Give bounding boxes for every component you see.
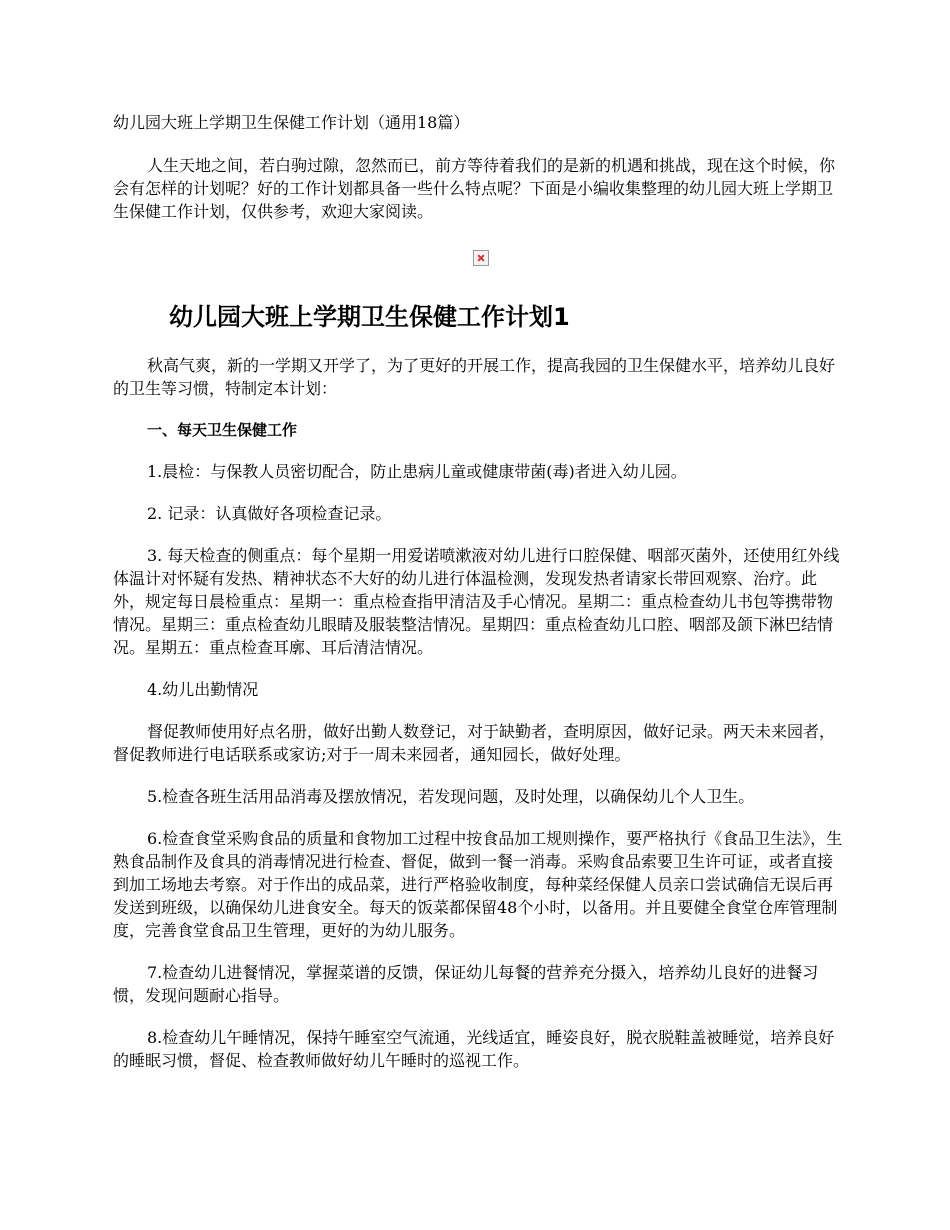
broken-image-icon <box>473 250 489 266</box>
list-item: 6.检查食堂采购食品的质量和食物加工过程中按食品加工规则操作，要严格执行《食品卫生法》，生熟食品制作及食具的消毒情况进行检查、督促，做到一餐一消毒。采购食品索要卫生许可证，或者直接到加工场地去考察。对于作出的成品菜，进行严格验收制度，每种菜经保健人员亲口尝试确信无误后再发送到班级，以确保幼儿进食安全。每天的饭菜都保留48个小时，以备用。并且要健全食堂仓库管理制度，完善食堂食品卫生管理，更好的为幼儿服务。 <box>113 829 843 940</box>
list-item: 3. 每天检查的侧重点：每个星期一用爱诺喷漱液对幼儿进行口腔保健、咽部灭菌外，还使用红外线体温计对怀疑有发热、精神状态不大好的幼儿进行体温检测，发现发热者请家长带回观察、治疗。此外，规定每日晨检重点：星期一：重点检查指甲清洁及手心情况。星期二：重点检查幼儿书包等携带物情况。星期三：重点检查幼儿眼睛及服装整洁情况。星期四：重点检查幼儿口腔、咽部及颌下淋巴结情况。星期五：重点检查耳廓、耳后清洁情况。 <box>113 546 840 657</box>
list-item: 8.检查幼儿午睡情况，保持午睡室空气流通，光线适宜，睡姿良好，脱衣脱鞋盖被睡觉，培养良好的睡眠习惯，督促、检查教师做好幼儿午睡时的巡视工作。 <box>113 1028 835 1070</box>
list-item: 4.幼儿出勤情况 <box>147 680 259 699</box>
list-item: 2. 记录：认真做好各项检查记录。 <box>147 504 392 523</box>
sub-heading: 一、每天卫生保健工作 <box>147 421 298 439</box>
intro-paragraph: 人生天地之间，若白驹过隙，忽然而已，前方等待着我们的是新的机遇和挑战，现在这个时候，你会有怎样的计划呢？好的工作计划都具备一些什么特点呢？下面是小编收集整理的幼儿园大班上学期卫生保健工作计划，仅供参考，欢迎大家阅读。 <box>113 156 836 221</box>
section-heading: 幼儿园大班上学期卫生保健工作计划1 <box>169 303 570 331</box>
image-placeholder <box>113 242 848 276</box>
list-item: 督促教师使用好点名册，做好出勤人数登记，对于缺勤者，查明原因，做好记录。两天未来园者，督促教师进行电话联系或家访;对于一周未来园者，通知园长，做好处理。 <box>113 722 836 764</box>
list-item: 1.晨检：与保教人员密切配合，防止患病儿童或健康带菌(毒)者进入幼儿园。 <box>147 462 687 481</box>
list-item: 5.检查各班生活用品消毒及摆放情况，若发现问题，及时处理，以确保幼儿个人卫生。 <box>147 787 755 806</box>
document-title: 幼儿园大班上学期卫生保健工作计划（通用18篇） <box>113 113 470 132</box>
section-intro-paragraph: 秋高气爽，新的一学期又开学了，为了更好的开展工作，提高我园的卫生保健水平，培养幼儿良好的卫生等习惯，特制定本计划： <box>113 356 836 398</box>
list-item: 7.检查幼儿进餐情况，掌握菜谱的反馈，保证幼儿每餐的营养充分摄入，培养幼儿良好的进餐习惯，发现问题耐心指导。 <box>113 963 819 1005</box>
document-page <box>113 112 848 1091</box>
